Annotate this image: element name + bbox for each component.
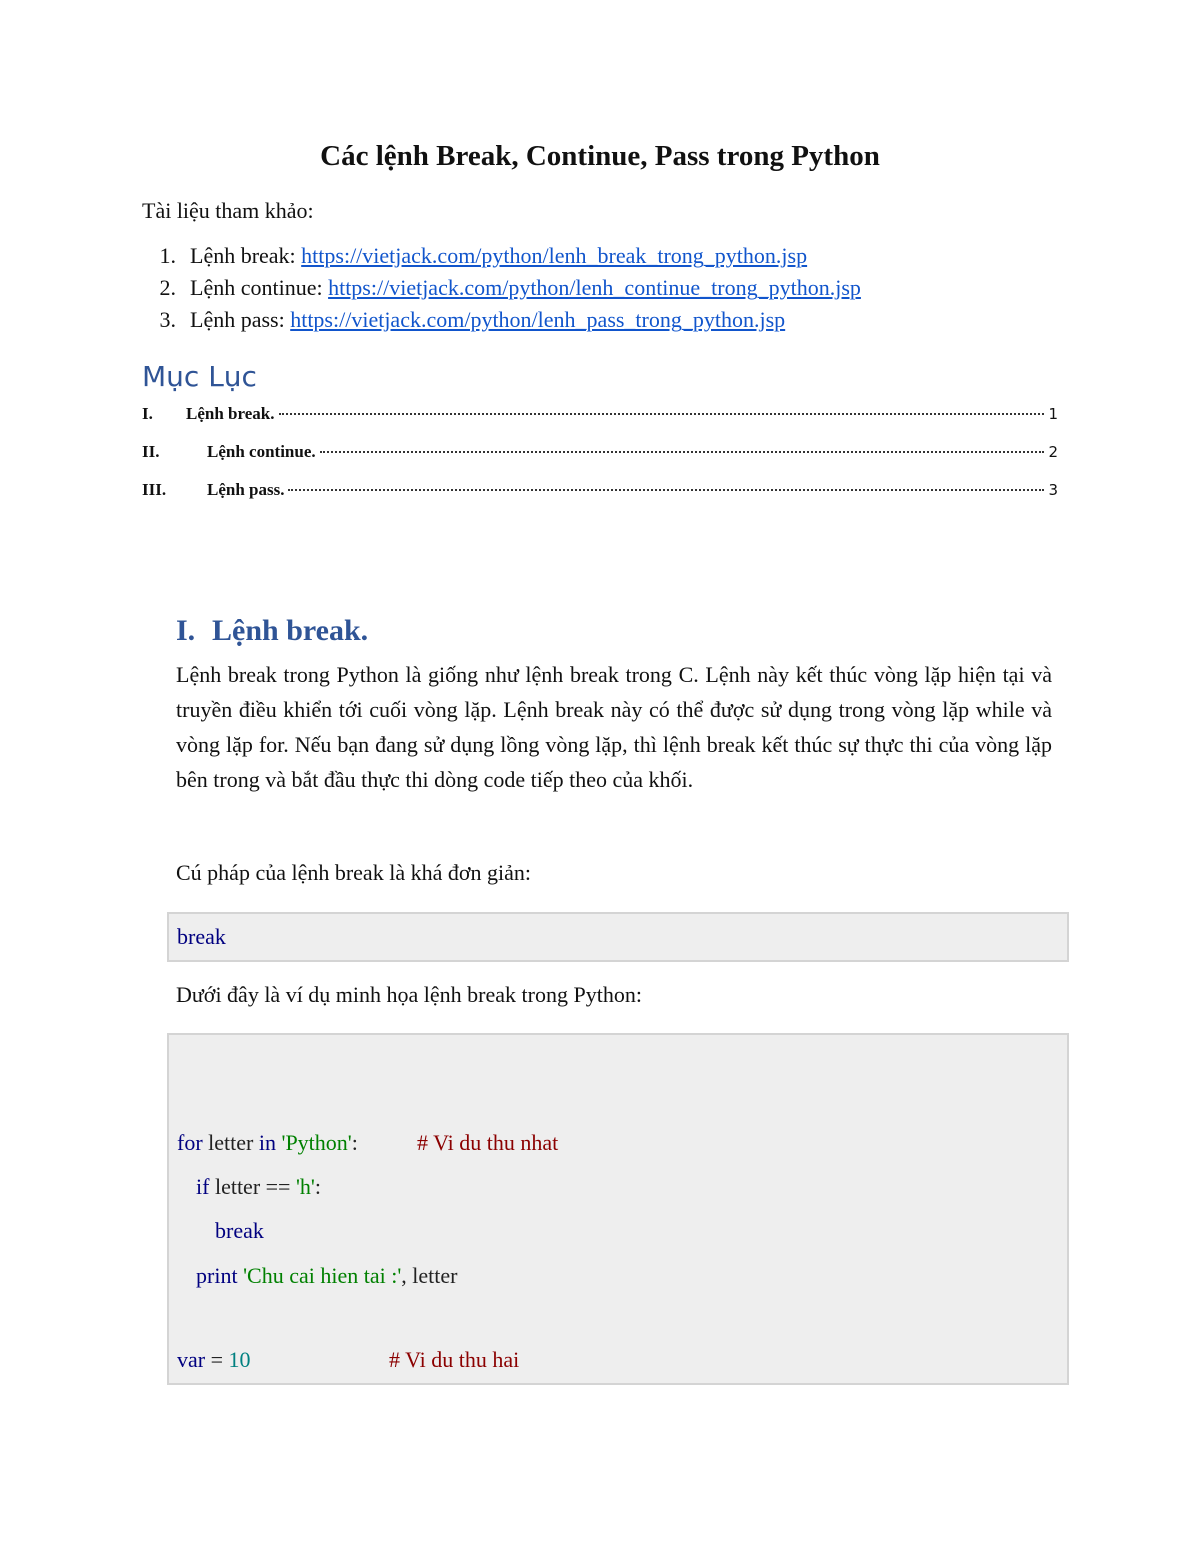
section-heading [176,614,368,648]
toc-entry-continue[interactable] [142,442,1058,468]
list-item [142,272,861,304]
code-text: : [314,1174,322,1199]
code-keyword: print [196,1263,238,1288]
list-item [142,304,861,336]
toc-page-number: 2 [1048,443,1058,461]
toc-page-number: 1 [1048,405,1058,423]
list-number: 1. [159,243,176,268]
code-text: letter == [209,1174,296,1199]
toc-leader [288,489,1044,491]
syntax-label: Cú pháp của lệnh break là khá đơn giản: [176,860,531,885]
list-item [142,240,861,272]
reference-link-break[interactable]: https://vietjack.com/python/lenh_break_trong_python.jsp [301,243,808,268]
code-line-2 [196,1174,321,1200]
toc-numeral: I. [142,404,153,423]
toc-numeral: III. [142,480,167,499]
code-text: : [351,1130,358,1155]
reference-text: Lệnh break: [190,243,302,268]
reference-link-continue[interactable]: https://vietjack.com/python/lenh_continue_trong_python.jsp [328,275,861,300]
code-keyword: break [215,1218,264,1243]
syntax-code-box [167,912,1069,962]
toc-entry-pass[interactable] [142,480,1058,506]
code-keyword-break: break [177,924,226,949]
example-code-box [167,1033,1069,1385]
toc-heading: Mục Lục [142,360,257,393]
page-title: Các lệnh Break, Continue, Pass trong Python [320,140,880,172]
code-line-1 [177,1130,358,1156]
code-line-4 [196,1263,458,1289]
code-operator: = [205,1347,229,1372]
toc-entry-break[interactable] [142,404,1058,430]
reference-link-pass[interactable]: https://vietjack.com/python/lenh_pass_trong_python.jsp [290,307,786,332]
toc-label: Lệnh pass. [207,480,285,499]
section-paragraph: Lệnh break trong Python là giống như lệnh break trong C. Lệnh này kết thúc vòng lặp hiện tại và truyền điều khiển tới cuối vòng lặp. Lệnh break này có thể được sử dụng trong vòng lặp while và vòng lặp for. Nếu bạn đang sử dụng lồng vòng lặp, thì lệnh break kết thúc sự thực thi của vòng lặp bên trong và bắt đầu thực thi dòng code tiếp theo của khối. [176,662,1052,792]
code-comment: # Vi du thu hai [389,1347,520,1372]
toc-numeral: II. [142,442,160,461]
reference-text: Lệnh continue: [190,275,329,300]
toc-leader [279,413,1045,415]
code-keyword: if [196,1174,210,1199]
code-string: 'Python' [275,1130,352,1155]
list-number: 2. [159,275,176,300]
code-keyword: for [177,1130,203,1155]
code-line-5 [177,1347,251,1373]
toc-page-number: 3 [1048,481,1058,499]
references-list [142,240,861,336]
reference-text: Lệnh pass: [190,307,291,332]
toc-label: Lệnh continue. [207,442,316,461]
code-variable: var [177,1347,206,1372]
code-string: 'Chu cai hien tai :' [237,1263,402,1288]
toc-leader [320,451,1045,453]
list-number: 3. [159,307,176,332]
toc-label: Lệnh break. [186,404,275,423]
code-keyword: in [258,1130,276,1155]
code-string: 'h' [295,1174,315,1199]
code-comment: # Vi du thu nhat [417,1130,559,1155]
code-line-3 [215,1218,264,1244]
code-text: , letter [401,1263,458,1288]
references-label: Tài liệu tham khảo: [142,198,314,223]
example-label: Dưới đây là ví dụ minh họa lệnh break trong Python: [176,982,642,1007]
section-title: Lệnh break. [212,614,369,647]
section-numeral: I. [176,614,196,647]
code-text: letter [202,1130,259,1155]
code-number: 10 [228,1347,251,1372]
